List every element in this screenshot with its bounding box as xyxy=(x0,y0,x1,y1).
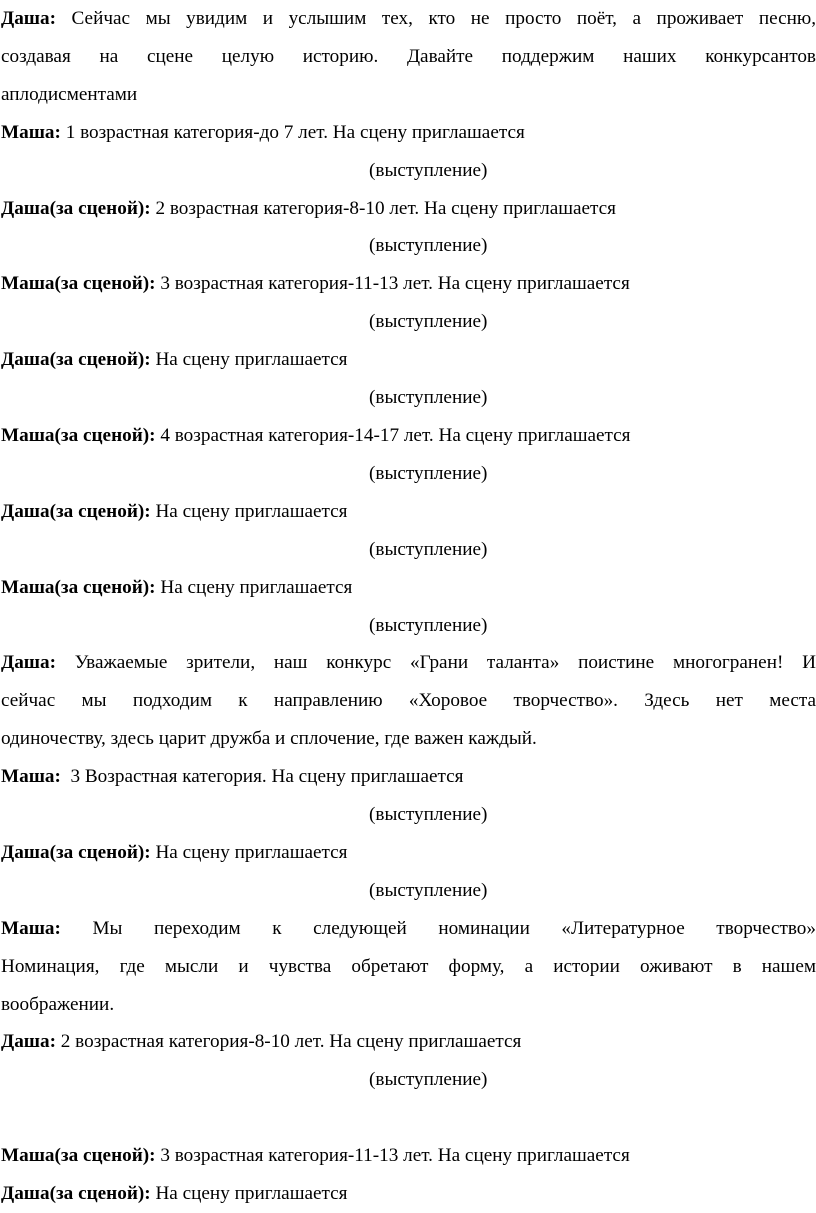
speaker-name: Даша: xyxy=(1,652,56,674)
dialogue-line xyxy=(1,1175,816,1213)
line-text: Сейчас мы увидим и услышим тех, кто не просто поёт, а проживает песню, xyxy=(55,8,816,29)
line-text: Номинация, где мысли и чувства обретают форму, а истории оживают в нашем xyxy=(1,955,816,977)
dialogue-line xyxy=(1,417,816,455)
dialogue-line xyxy=(1,1023,816,1061)
stage-direction-text: (выступление) xyxy=(369,159,488,181)
line-text: воображении. xyxy=(1,993,115,1015)
stage-direction-text: (выступление) xyxy=(369,614,488,636)
dialogue-line xyxy=(1,644,816,682)
line-text: На сцену приглашается xyxy=(150,500,348,522)
line-text: Уважаемые зрители, наш конкурс «Грани таланта» поистине многогранен! И xyxy=(55,652,816,674)
dialogue-continuation xyxy=(1,76,816,114)
line-text: аплодисментами xyxy=(1,83,138,105)
dialogue-line xyxy=(1,493,816,531)
line-text: 1 возрастная категория-до 7 лет. На сцену приглашается xyxy=(60,121,525,143)
line-text: создавая на сцене целую историю. Давайте поддержим наших конкурсантов xyxy=(1,45,816,67)
dialogue-line xyxy=(1,834,816,872)
stage-direction xyxy=(1,455,816,493)
speaker-name: Даша(за сценой): xyxy=(1,841,151,863)
stage-direction xyxy=(1,531,816,569)
line-text: Мы переходим к следующей номинации «Литературное творчество» xyxy=(60,917,816,939)
stage-direction-text: (выступление) xyxy=(369,311,488,333)
dialogue-line xyxy=(1,190,816,228)
stage-direction xyxy=(1,303,816,341)
dialogue-line xyxy=(1,265,816,303)
speaker-name: Маша(за сценой): xyxy=(1,424,156,446)
line-text: 3 Возрастная категория. На сцену приглашается xyxy=(60,766,464,788)
stage-direction xyxy=(1,152,816,190)
speaker-name: Даша: xyxy=(1,1031,56,1053)
stage-direction-text: (выступление) xyxy=(369,1069,488,1091)
speaker-name: Даша(за сценой): xyxy=(1,197,151,219)
dialogue-continuation xyxy=(1,682,816,720)
stage-direction xyxy=(1,1061,816,1099)
speaker-name: Даша(за сценой): xyxy=(1,1183,151,1205)
speaker-name: Маша(за сценой): xyxy=(1,576,156,598)
stage-direction-text: (выступление) xyxy=(369,538,488,560)
stage-direction-text: (выступление) xyxy=(369,235,488,257)
line-text: 4 возрастная категория-14-17 лет. На сцену приглашается xyxy=(155,424,631,446)
speaker-name: Маша: xyxy=(1,121,61,143)
line-text: сейчас мы подходим к направлению «Хоровое творчество». Здесь нет места xyxy=(1,690,816,712)
speaker-name: Маша(за сценой): xyxy=(1,273,156,295)
stage-direction-text: (выступление) xyxy=(369,387,488,409)
dialogue-continuation xyxy=(1,986,816,1024)
stage-direction-text: (выступление) xyxy=(369,804,488,826)
line-text: 2 возрастная категория-8-10 лет. На сцену приглашается xyxy=(55,1031,522,1053)
line-text: На сцену приглашается xyxy=(150,1183,348,1205)
line-text: 2 возрастная категория-8-10 лет. На сцену приглашается xyxy=(150,197,616,219)
dialogue-continuation xyxy=(1,948,816,986)
dialogue-line xyxy=(1,341,816,379)
stage-direction xyxy=(1,796,816,834)
stage-direction xyxy=(1,872,816,910)
dialogue-line xyxy=(1,1137,816,1175)
line-text: На сцену приглашается xyxy=(155,576,353,598)
dialogue-line xyxy=(1,114,816,152)
stage-direction xyxy=(1,227,816,265)
dialogue-line xyxy=(1,758,816,796)
line-text: одиночеству, здесь царит дружба и сплочение, где важен каждый. xyxy=(1,728,537,750)
dialogue-line xyxy=(1,0,816,38)
stage-direction xyxy=(1,379,816,417)
speaker-name: Маша: xyxy=(1,917,61,939)
dialogue-continuation xyxy=(1,38,816,76)
stage-direction xyxy=(1,607,816,645)
line-text: 3 возрастная категория-11-13 лет. На сцену приглашается xyxy=(155,1145,630,1167)
speaker-name: Даша(за сценой): xyxy=(1,500,151,522)
line-text: На сцену приглашается xyxy=(150,349,348,371)
speaker-name: Маша: xyxy=(1,766,61,788)
blank-line xyxy=(1,1099,816,1137)
speaker-name: Даша(за сценой): xyxy=(1,349,151,371)
speaker-name: Даша: xyxy=(1,8,56,29)
dialogue-line xyxy=(1,910,816,948)
dialogue-line xyxy=(1,569,816,607)
stage-direction-text: (выступление) xyxy=(369,879,488,901)
line-text: 3 возрастная категория-11-13 лет. На сцену приглашается xyxy=(155,273,630,295)
dialogue-continuation xyxy=(1,720,816,758)
speaker-name: Маша(за сценой): xyxy=(1,1145,156,1167)
line-text: На сцену приглашается xyxy=(150,841,348,863)
stage-direction-text: (выступление) xyxy=(369,462,488,484)
